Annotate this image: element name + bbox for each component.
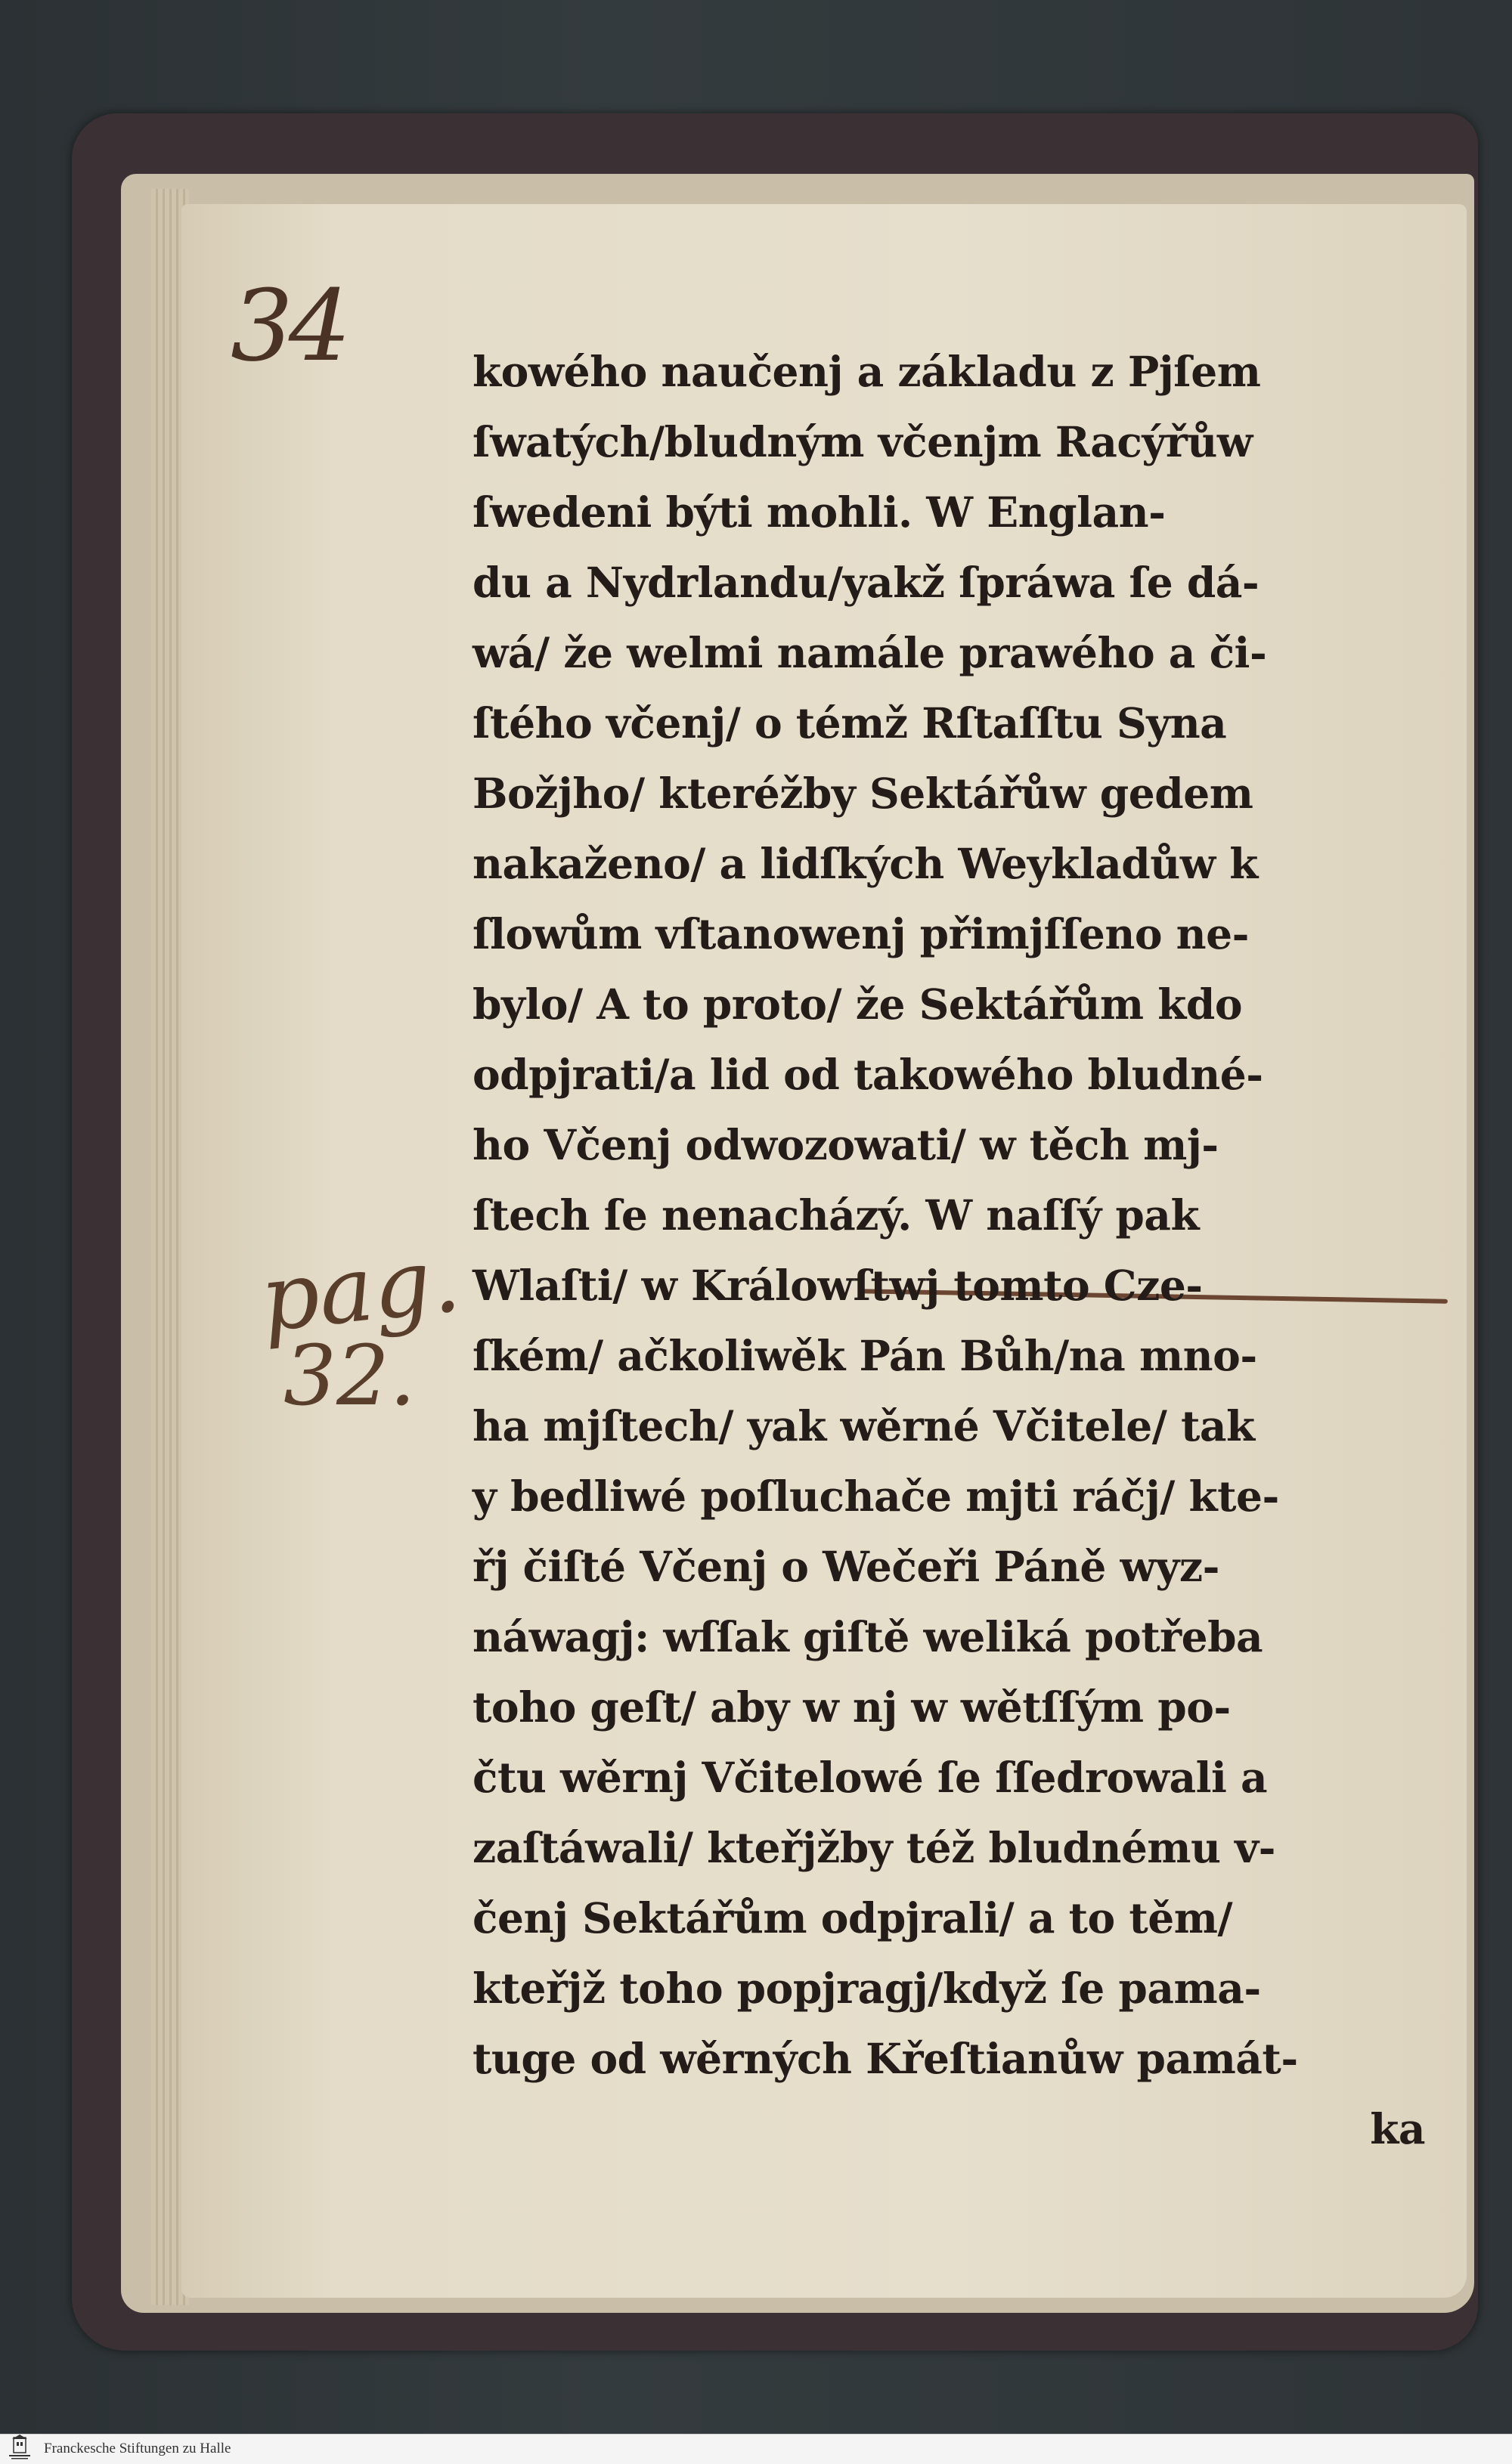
franckesche-stiftungen-logo-icon xyxy=(5,2435,35,2460)
text-line: odpjrati/a lid od takowého bludné- xyxy=(472,1050,1263,1099)
printed-text-block xyxy=(472,336,1425,2164)
text-line: ſlowům vſtanowenj přimjſſeno ne- xyxy=(472,909,1249,958)
text-line: tuge od wěrných Křeſtianůw památ- xyxy=(472,2034,1298,2083)
footer-credit: Franckesche Stiftungen zu Halle xyxy=(44,2441,231,2456)
margin-note-line-1: pag. xyxy=(256,1227,465,1353)
text-line: čtu wěrnj Včitelowé ſe ſſedrowali a xyxy=(472,1753,1268,1802)
text-line: čenj Sektářům odpjrali/ a to těm/ xyxy=(472,1893,1233,1942)
margin-note-line-2: 32. xyxy=(284,1327,416,1424)
text-line: kowého naučenj a základu z Pjſem xyxy=(472,347,1261,396)
text-line: ſwatých/bludným včenjm Racýřůw xyxy=(472,417,1253,466)
text-line: ſtého včenj/ o témž Rſtaſſtu Syna xyxy=(472,698,1227,748)
text-line: kteřjž toho popjragj/když ſe pama- xyxy=(472,1964,1261,2013)
text-line: du a Nydrlandu/yakž ſpráwa ſe dá- xyxy=(472,558,1259,607)
handwritten-margin-note xyxy=(256,1227,488,1424)
text-line: řj čiſté Včenj o Wečeři Páně wyz- xyxy=(472,1542,1219,1591)
footer-bar xyxy=(0,2434,1512,2464)
text-line: ſwedeni býti mohli. W Englan- xyxy=(472,488,1166,537)
handwritten-folio-number: 34 xyxy=(231,268,347,383)
text-line: Božjho/ kteréžby Sektářůw gedem xyxy=(472,769,1253,818)
text-line: náwagj: wſſak giſtě weliká potřeba xyxy=(472,1612,1263,1661)
text-line: nakaženo/ a lidſkých Weykladůw k xyxy=(472,839,1258,888)
text-line: bylo/ A to proto/ že Sektářům kdo xyxy=(472,980,1243,1029)
text-line: zaſtáwali/ kteřjžby též bludnému v- xyxy=(472,1823,1275,1872)
text-line: y bedliwé poſluchače mjti ráčj/ kte- xyxy=(472,1472,1279,1521)
text-line: ſtech ſe nenacházý. W naſſý pak xyxy=(472,1190,1200,1240)
text-line: wá/ že welmi namále prawého a či- xyxy=(472,628,1267,677)
catchword: ka xyxy=(1370,2104,1425,2153)
text-line: ſkém/ ačkoliwěk Pán Bůh/na mno- xyxy=(472,1331,1257,1380)
text-line: ha mjſtech/ yak wěrné Včitele/ tak xyxy=(472,1401,1255,1450)
text-line: Wlaſti/ w Králowſtwj tomto Cze- xyxy=(472,1261,1203,1310)
text-line: ho Včenj odwozowati/ w těch mj- xyxy=(472,1120,1219,1169)
text-line: toho geſt/ aby w nj w wětſſým po- xyxy=(472,1682,1231,1732)
